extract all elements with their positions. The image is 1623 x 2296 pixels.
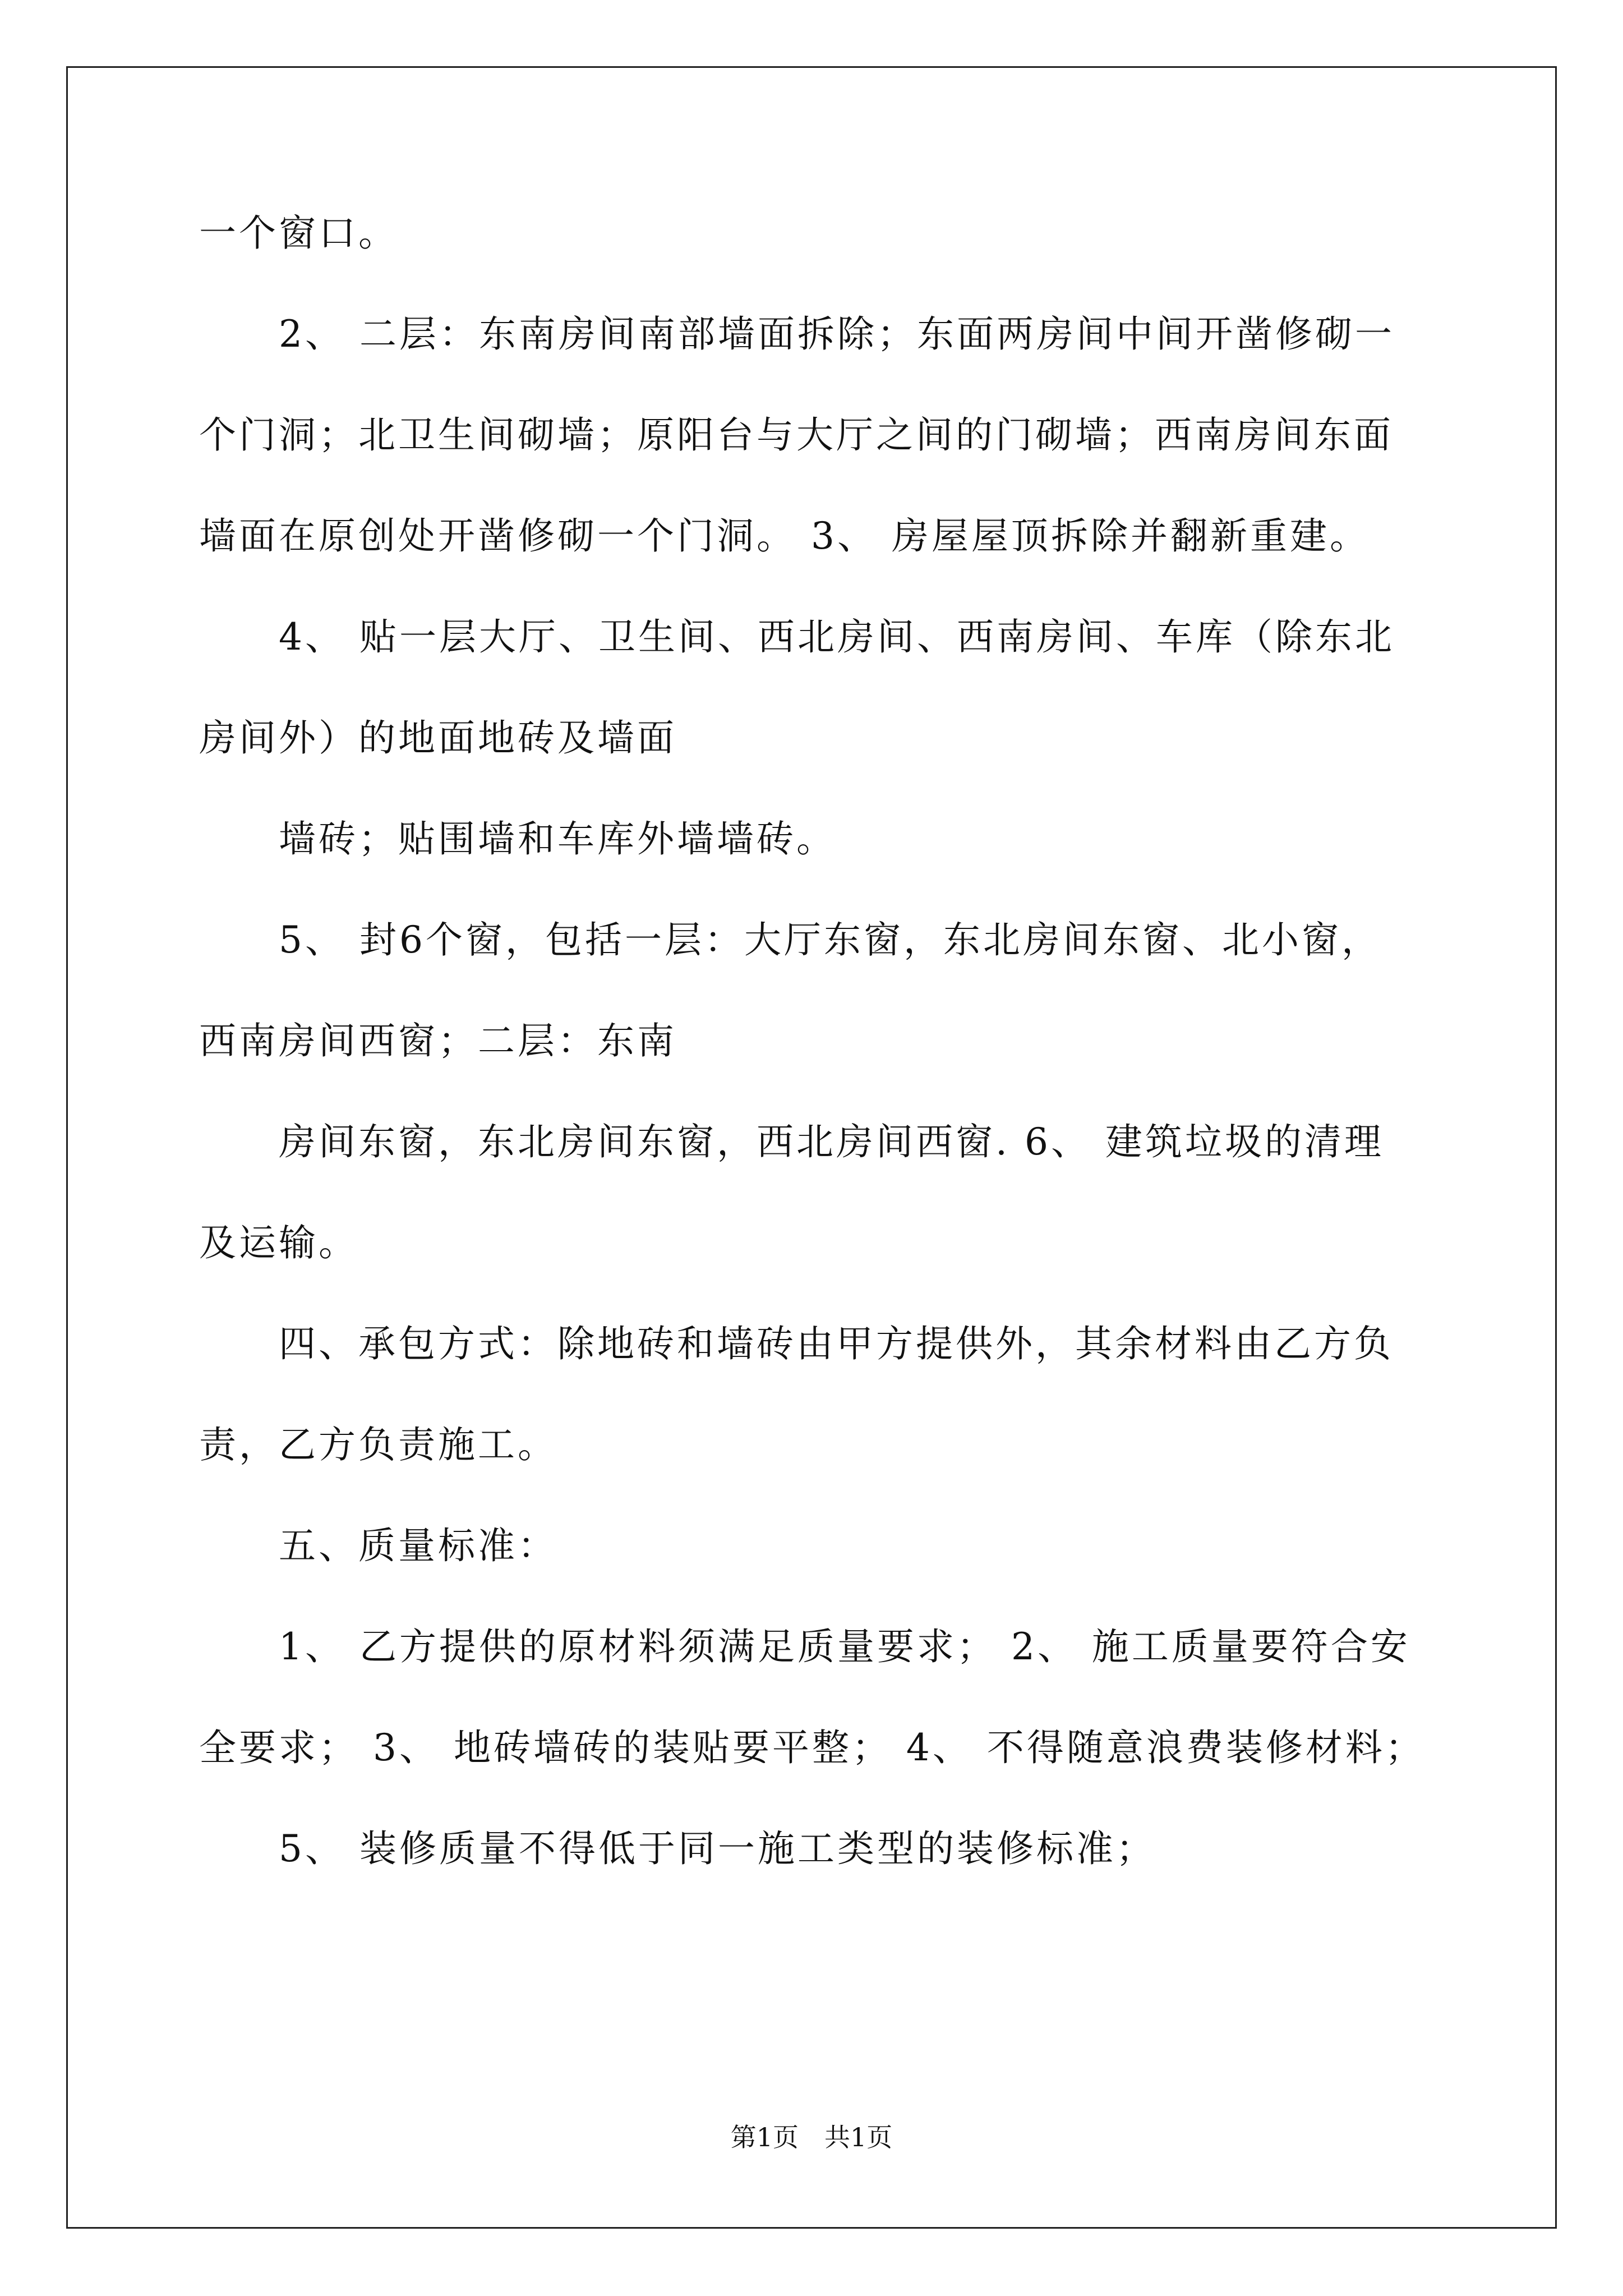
text-line: 墙砖；贴围墙和车库外墙墙砖。 <box>199 817 836 861</box>
text-line: 及运输。 <box>199 1221 358 1264</box>
text-line: 五、质量标准： <box>199 1524 557 1567</box>
page-number-current: 第1页 <box>730 2122 799 2152</box>
text-line: 1、 乙方提供的原材料须满足质量要求； 2、 施工质量要符合安 <box>199 1625 1410 1668</box>
text-line: 西南房间西窗；二层：东南 <box>199 1019 677 1062</box>
page-footer <box>0 2124 1623 2150</box>
text-line: 2、 二层：东南房间南部墙面拆除；东面两房间中间开凿修砌一 <box>199 312 1395 356</box>
page-number-total: 共1页 <box>824 2122 893 2152</box>
text-line: 一个窗口。 <box>199 211 398 255</box>
text-line: 5、 装修质量不得低于同一施工类型的装修标准； <box>199 1827 1156 1870</box>
text-line: 4、 贴一层大厅、卫生间、西北房间、西南房间、车库（除东北 <box>199 615 1395 659</box>
text-line: 四、承包方式：除地砖和墙砖由甲方提供外，其余材料由乙方负 <box>199 1322 1394 1365</box>
text-line: 全要求； 3、 地砖墙砖的装贴要平整； 4、 不得随意浪费装修材料； <box>199 1726 1425 1769</box>
text-line: 5、 封6个窗，包括一层：大厅东窗，东北房间东窗、北小窗， <box>199 918 1381 961</box>
text-line: 责，乙方负责施工。 <box>199 1423 557 1466</box>
text-line: 墙面在原创处开凿修砌一个门洞。 3、 房屋屋顶拆除并翻新重建。 <box>199 514 1370 558</box>
text-line: 个门洞；北卫生间砌墙；原阳台与大厅之间的门砌墙；西南房间东面 <box>199 413 1394 457</box>
text-line: 房间外）的地面地砖及墙面 <box>199 716 677 760</box>
text-line: 房间东窗，东北房间东窗，西北房间西窗. 6、 建筑垃圾的清理 <box>199 1120 1384 1163</box>
